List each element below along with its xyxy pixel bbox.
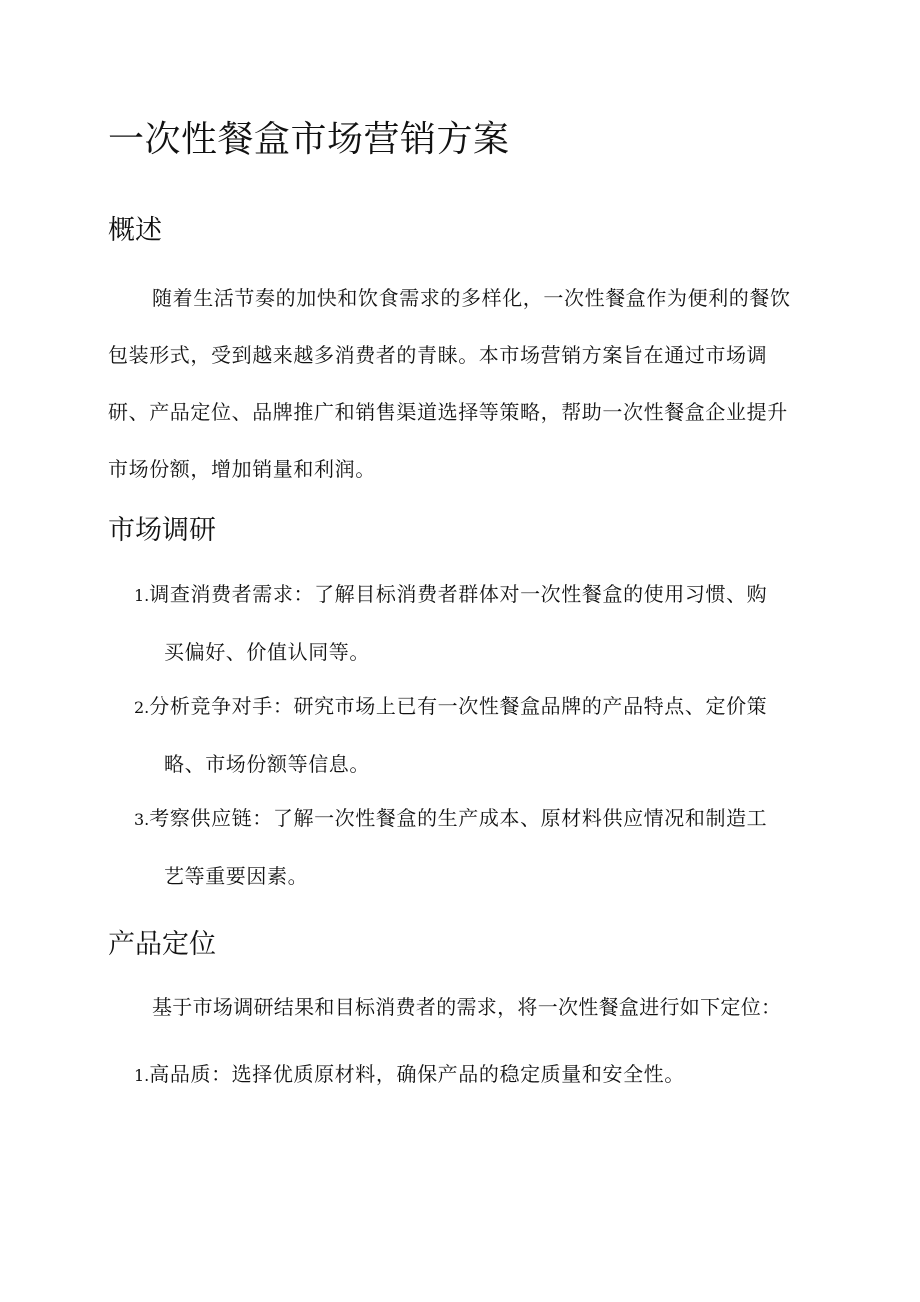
list-item-number: 3.: [134, 810, 150, 829]
list-item: [134, 790, 806, 905]
list-item: [134, 1046, 806, 1104]
list-item-number: 1.: [134, 1066, 150, 1085]
list-item-text: 分析竞争对手：研究市场上已有一次性餐盒品牌的产品特点、定价策: [149, 694, 768, 718]
list-item-text-continued: 艺等重要因素。: [164, 864, 309, 888]
list-item: [134, 566, 806, 681]
list-item-text: 高品质：选择优质原材料，确保产品的稳定质量和安全性。: [149, 1062, 685, 1086]
section-heading-market-research: 市场调研: [108, 515, 216, 546]
list-item-number: 1.: [134, 586, 150, 605]
list-item-number: 2.: [134, 698, 150, 717]
section-heading-product-positioning: 产品定位: [108, 929, 216, 960]
list-item-text: 调查消费者需求：了解目标消费者群体对一次性餐盒的使用习惯、购: [149, 582, 768, 606]
list-item-text-continued: 略、市场份额等信息。: [164, 752, 370, 776]
list-item: [134, 678, 806, 793]
overview-paragraph: 随着生活节奏的加快和饮食需求的多样化，一次性餐盒作为便利的餐饮包装形式，受到越来越多消费者的青睐。本市场营销方案旨在通过市场调研、产品定位、品牌推广和销售渠道选择等策略，帮助一次性餐盒企业提升市场份额，增加销量和利润。: [108, 286, 791, 481]
positioning-intro: 基于市场调研结果和目标消费者的需求，将一次性餐盒进行如下定位：: [152, 995, 782, 1019]
section-heading-overview: 概述: [108, 215, 162, 246]
list-item-text: 考察供应链：了解一次性餐盒的生产成本、原材料供应情况和制造工: [149, 806, 768, 830]
document-title: 一次性餐盒市场营销方案: [108, 119, 510, 160]
list-item-text-continued: 买偏好、价值认同等。: [164, 640, 370, 664]
